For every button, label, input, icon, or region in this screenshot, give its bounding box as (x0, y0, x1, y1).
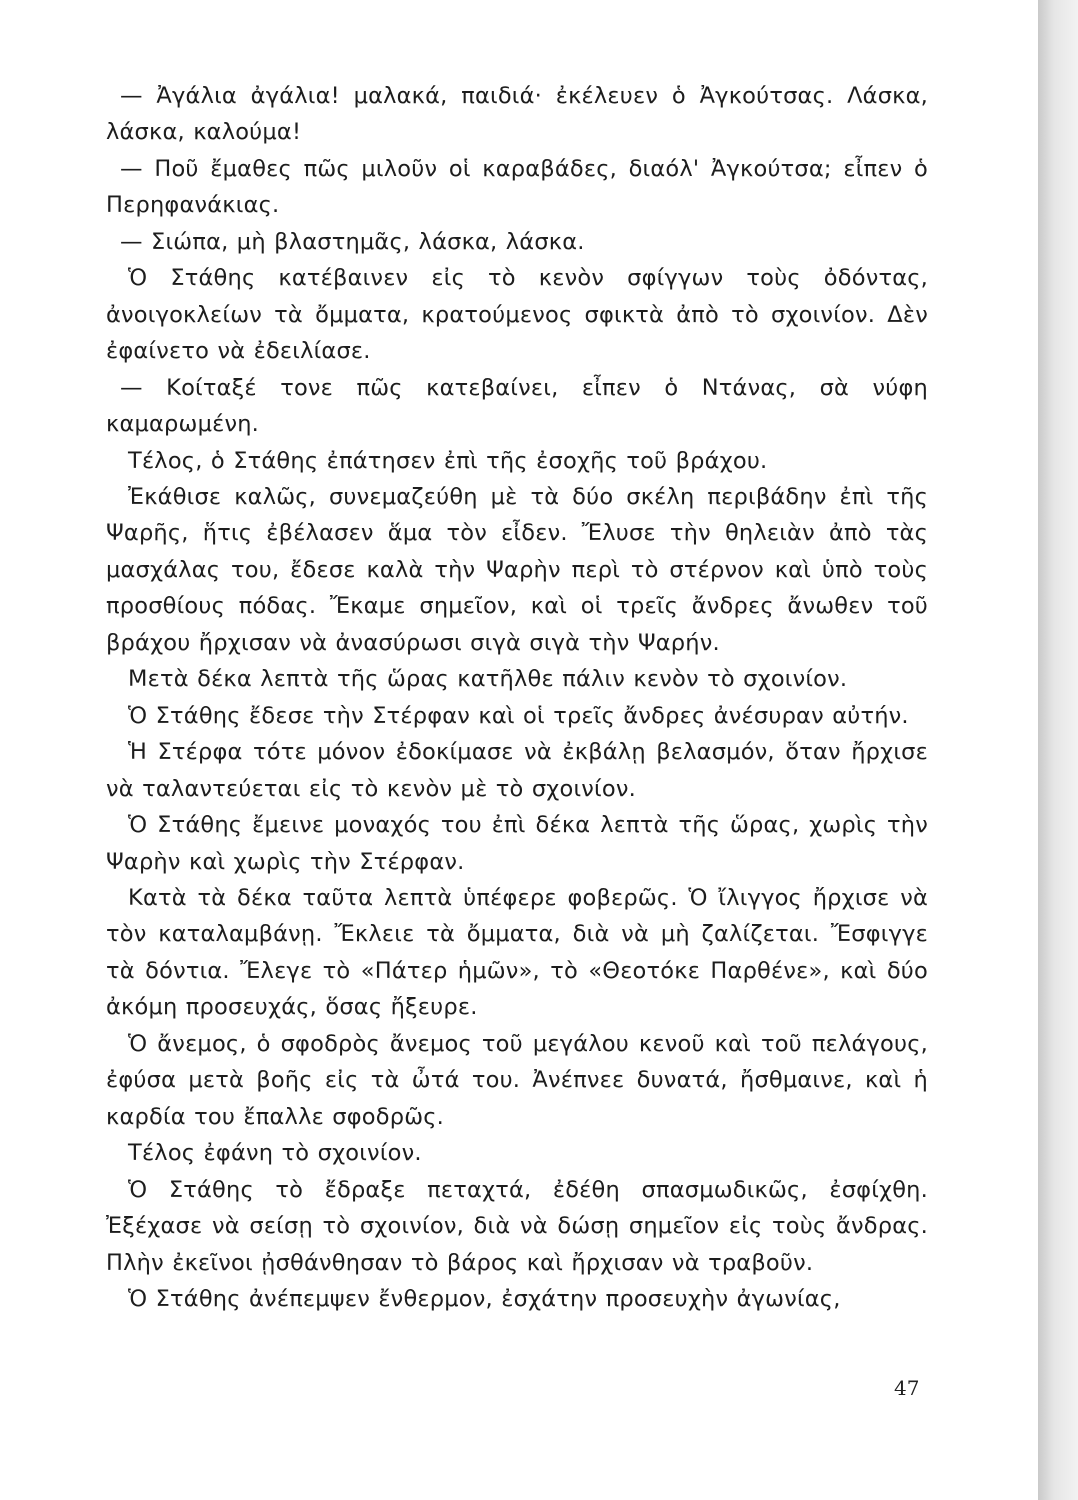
paragraph: Ὁ Στάθης ἔδεσε τὴν Στέρφαν καὶ οἱ τρεῖς ἄνδρες ἀνέσυραν αὐτήν. (128, 702, 909, 729)
paragraph: Μετὰ δέκα λεπτὰ τῆς ὥρας κατῆλθε πάλιν κενὸν τὸ σχοινίον. (128, 666, 848, 693)
paragraph: Ὁ Στάθης ἀνέπεμψεν ἔνθερμον, ἐσχάτην προσευχὴν ἀγωνίας, (128, 1285, 841, 1312)
paragraph: Ὁ Στάθης ἔμεινε μοναχός του ἐπὶ δέκα λεπτὰ τῆς ὥρας, χωρὶς τὴν Ψαρὴν καὶ χωρὶς τὴν Στέρφαν. (106, 812, 928, 875)
body-text (106, 78, 928, 1317)
paragraph: — Κοίταξέ τονε πῶς κατεβαίνει, εἶπεν ὁ Ντάνας, σὰ νύφη καμαρωμένη. (106, 374, 928, 438)
paragraph: — Ἀγάλια ἀγάλια! μαλακά, παιδιά· ἐκέλευεν ὁ Ἀγκούτσας. Λάσκα, λάσκα, καλούμα! (106, 83, 928, 146)
paragraph: Ὁ Στάθης κατέβαινεν εἰς τὸ κενὸν σφίγγων τοὺς ὀδόντας, ἀνοιγοκλείων τὰ ὄμματα, κρατούμενος σφικτὰ ἀπὸ τὸ σχοινίον. Δὲν ἐφαίνετο νὰ ἐδειλίασε. (106, 265, 928, 365)
page-number: 47 (894, 1376, 920, 1400)
page-edge-shadow (1038, 0, 1078, 1500)
paragraph: Ὁ ἄνεμος, ὁ σφοδρὸς ἄνεμος τοῦ μεγάλου κενοῦ καὶ τοῦ πελάγους, ἐφύσα μετὰ βοῆς εἰς τὰ ὦτά του. Ἀνέπνεε δυνατά, ἤσθμαινε, καὶ ἡ καρδία του ἔπαλλε σφοδρῶς. (106, 1030, 928, 1130)
paragraph: Ἐκάθισε καλῶς, συνεμαζεύθη μὲ τὰ δύο σκέλη περιβάδην ἐπὶ τῆς Ψαρῆς, ἥτις ἐβέλασεν ἅμα τὸν εἶδεν. Ἔλυσε τὴν θηλειὰν ἀπὸ τὰς μασχάλας του, ἔδεσε καλὰ τὴν Ψαρὴν περὶ τὸ στέρνον καὶ ὑπὸ τοὺς προσθίους πόδας. Ἔκαμε σημεῖον, καὶ οἱ τρεῖς ἄνδρες ἄνωθεν τοῦ βράχου ἤρχισαν νὰ ἀνασύρωσι σιγὰ σιγὰ τὴν Ψαρήν. (106, 483, 928, 656)
paragraph: Τέλος, ὁ Στάθης ἐπάτησεν ἐπὶ τῆς ἐσοχῆς τοῦ βράχου. (128, 447, 768, 474)
paragraph: Ὁ Στάθης τὸ ἔδραξε πεταχτά, ἐδέθη σπασμωδικῶς, ἐσφίχθη. Ἐξέχασε νὰ σείσῃ τὸ σχοινίον, διὰ νὰ δώσῃ σημεῖον εἰς τοὺς ἄνδρας. Πλὴν ἐκεῖνοι ᾐσθάνθησαν τὸ βάρος καὶ ἤρχισαν νὰ τραβοῦν. (106, 1176, 928, 1276)
paragraph: — Σιώπα, μὴ βλαστημᾶς, λάσκα, λάσκα. (120, 228, 585, 255)
paragraph: Ἡ Στέρφα τότε μόνον ἐδοκίμασε νὰ ἐκβάλῃ βελασμόν, ὅταν ἤρχισε νὰ ταλαντεύεται εἰς τὸ κενὸν μὲ τὸ σχοινίον. (106, 739, 928, 802)
paragraph: Τέλος ἐφάνη τὸ σχοινίον. (128, 1140, 422, 1167)
paragraph: Κατὰ τὰ δέκα ταῦτα λεπτὰ ὑπέφερε φοβερῶς. Ὁ ἴλιγγος ἤρχισε νὰ τὸν καταλαμβάνῃ. Ἔκλειε τὰ ὄμματα, διὰ νὰ μὴ ζαλίζεται. Ἔσφιγγε τὰ δόντια. Ἔλεγε τὸ «Πάτερ ἡμῶν», τὸ «Θεοτόκε Παρθένε», καὶ δύο ἀκόμη προσευχάς, ὅσας ἤξευρε. (106, 884, 928, 1021)
paragraph: — Ποῦ ἔμαθες πῶς μιλοῦν οἱ καραβάδες, διαόλ' Ἀγκούτσα; εἶπεν ὁ Περηφανάκιας. (106, 155, 928, 219)
